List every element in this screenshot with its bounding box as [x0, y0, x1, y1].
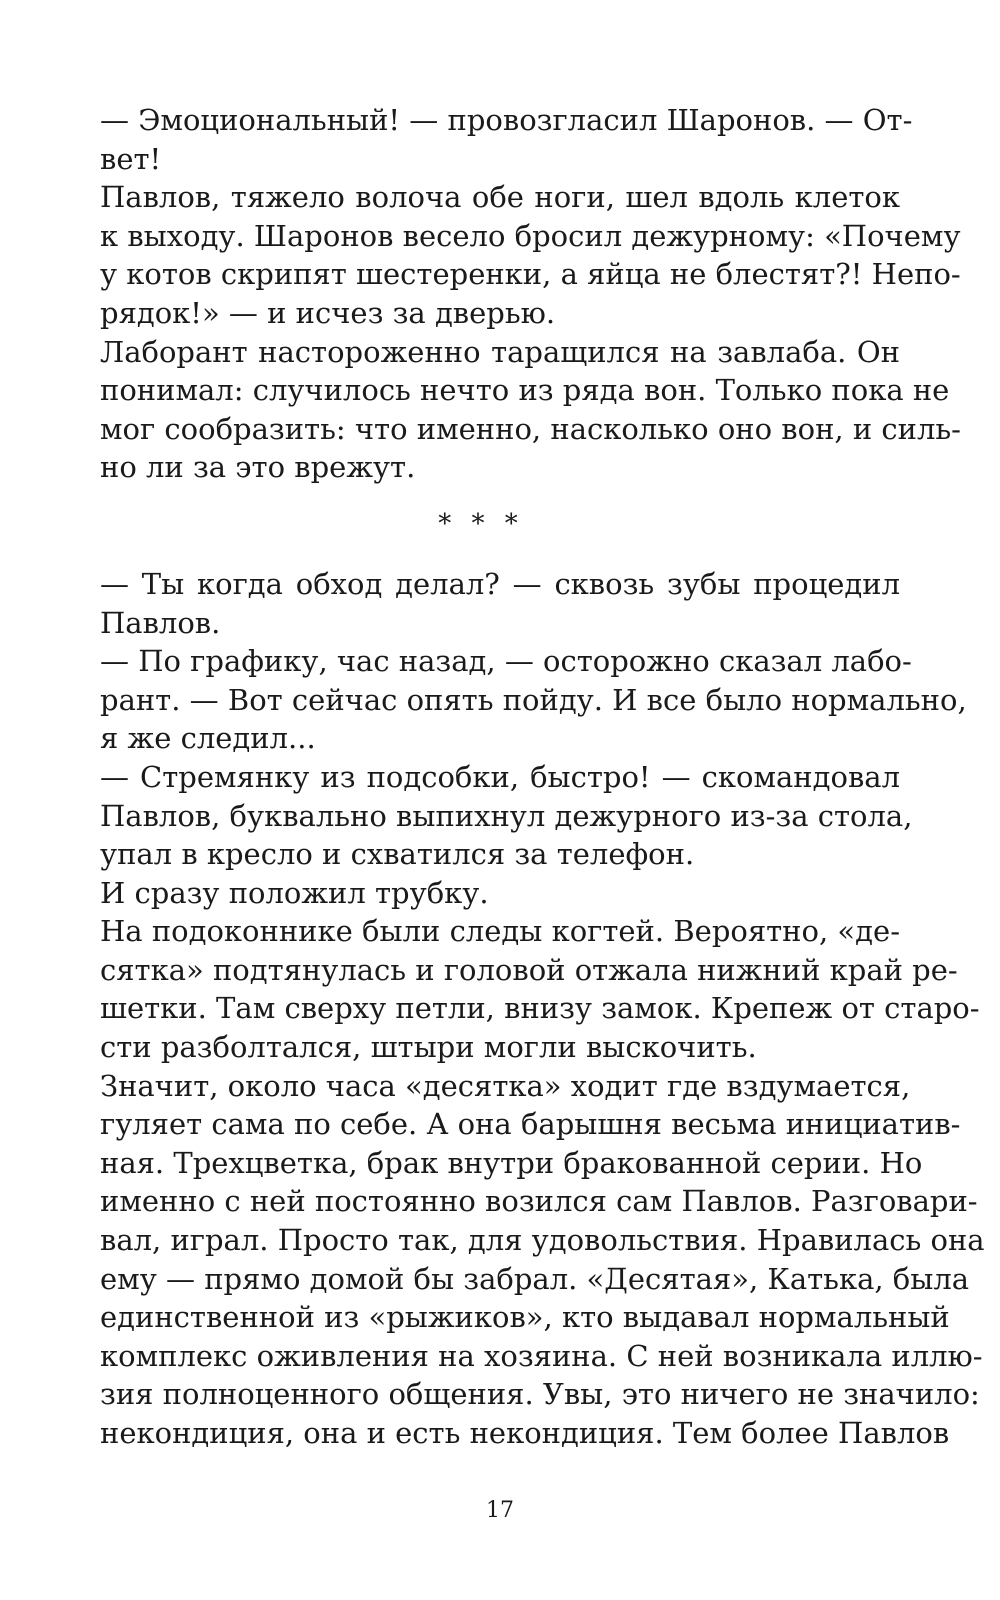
text-line: Павлов, тяжело волоча обе ноги, шел вдоль клеток [100, 180, 900, 215]
page-body [62, 101, 985, 1453]
text-block-before-separator [62, 101, 961, 487]
text-line: Павлов. [100, 605, 221, 640]
text-line: упал в кресло и схватился за телефон. [100, 837, 695, 872]
text-line: единственной из «рыжиков», кто выдавал нормальный [100, 1300, 950, 1335]
text-line: ему — прямо домой бы забрал. «Десятая», Катька, была [100, 1261, 970, 1296]
text-line: — Ты когда обход делал? — сквозь зубы процедил [100, 566, 900, 601]
text-block-after-separator [62, 565, 985, 1453]
text-line: рядок!» — и исчез за дверью. [100, 295, 556, 330]
text-line: гуляет сама по себе. А она барышня весьма инициатив- [100, 1107, 961, 1142]
paragraph [62, 333, 961, 487]
text-line: рант. — Вот сейчас опять пойду. И все было нормально, [100, 682, 967, 717]
paragraph [62, 565, 900, 642]
text-line: сти разболтался, штыри могли выскочить. [100, 1030, 757, 1065]
text-line: понимал: случилось нечто из ряда вон. Только пока не [100, 373, 950, 408]
text-line: вал, играл. Просто так, для удовольствия. Нравилась она [100, 1223, 985, 1258]
paragraph [62, 758, 913, 874]
paragraph [62, 178, 961, 332]
text-line: — Стремянку из подсобки, быстро! — скомандовал [100, 759, 900, 794]
text-line: именно с ней постоянно возился сам Павлов. Разговари- [100, 1184, 978, 1219]
text-line: На подоконнике были следы когтей. Вероятно, «де- [100, 914, 900, 949]
paragraph [62, 1067, 985, 1453]
text-line: комплекс оживления на хозяина. С ней возникала иллю- [100, 1338, 983, 1373]
page-number: 17 [486, 1498, 514, 1523]
text-line: И сразу положил трубку. [100, 875, 489, 910]
text-line: зия полноценного общения. Увы, это ничего не значило: [100, 1377, 980, 1412]
paragraph [62, 642, 967, 758]
text-line: Павлов, буквально выпихнул дежурного из-за стола, [100, 798, 913, 833]
text-line: сятка» подтянулась и головой отжала нижний край ре- [100, 952, 958, 987]
text-line: Лаборант настороженно таращился на завлаба. Он [100, 334, 900, 369]
text-line: вет! [100, 141, 162, 176]
paragraph [62, 101, 913, 178]
text-line: некондиция, она и есть некондиция. Тем более Павлов [100, 1416, 950, 1450]
text-line: ная. Трехцветка, брак внутри бракованной серии. Но [100, 1145, 923, 1180]
text-line: мог сообразить: что именно, насколько оно вон, и силь- [100, 411, 961, 446]
text-line: шетки. Там сверху петли, внизу замок. Крепеж от старо- [100, 991, 980, 1026]
section-separator: * * * [438, 508, 524, 539]
text-line: Значит, около часа «десятка» ходит где вздумается, [100, 1068, 911, 1103]
text-line: но ли за это врежут. [100, 450, 416, 485]
text-line: — Эмоциональный! — провозгласил Шаронов. — От- [100, 103, 913, 137]
text-line: у котов скрипят шестеренки, а яйца не блестят?! Непо- [100, 257, 961, 292]
paragraph [62, 874, 900, 913]
text-line: — По графику, час назад, — осторожно сказал лабо- [100, 644, 912, 679]
text-line: я же следил... [100, 721, 316, 756]
text-line: к выходу. Шаронов весело бросил дежурному: «Почему [100, 218, 961, 253]
paragraph [62, 912, 980, 1066]
